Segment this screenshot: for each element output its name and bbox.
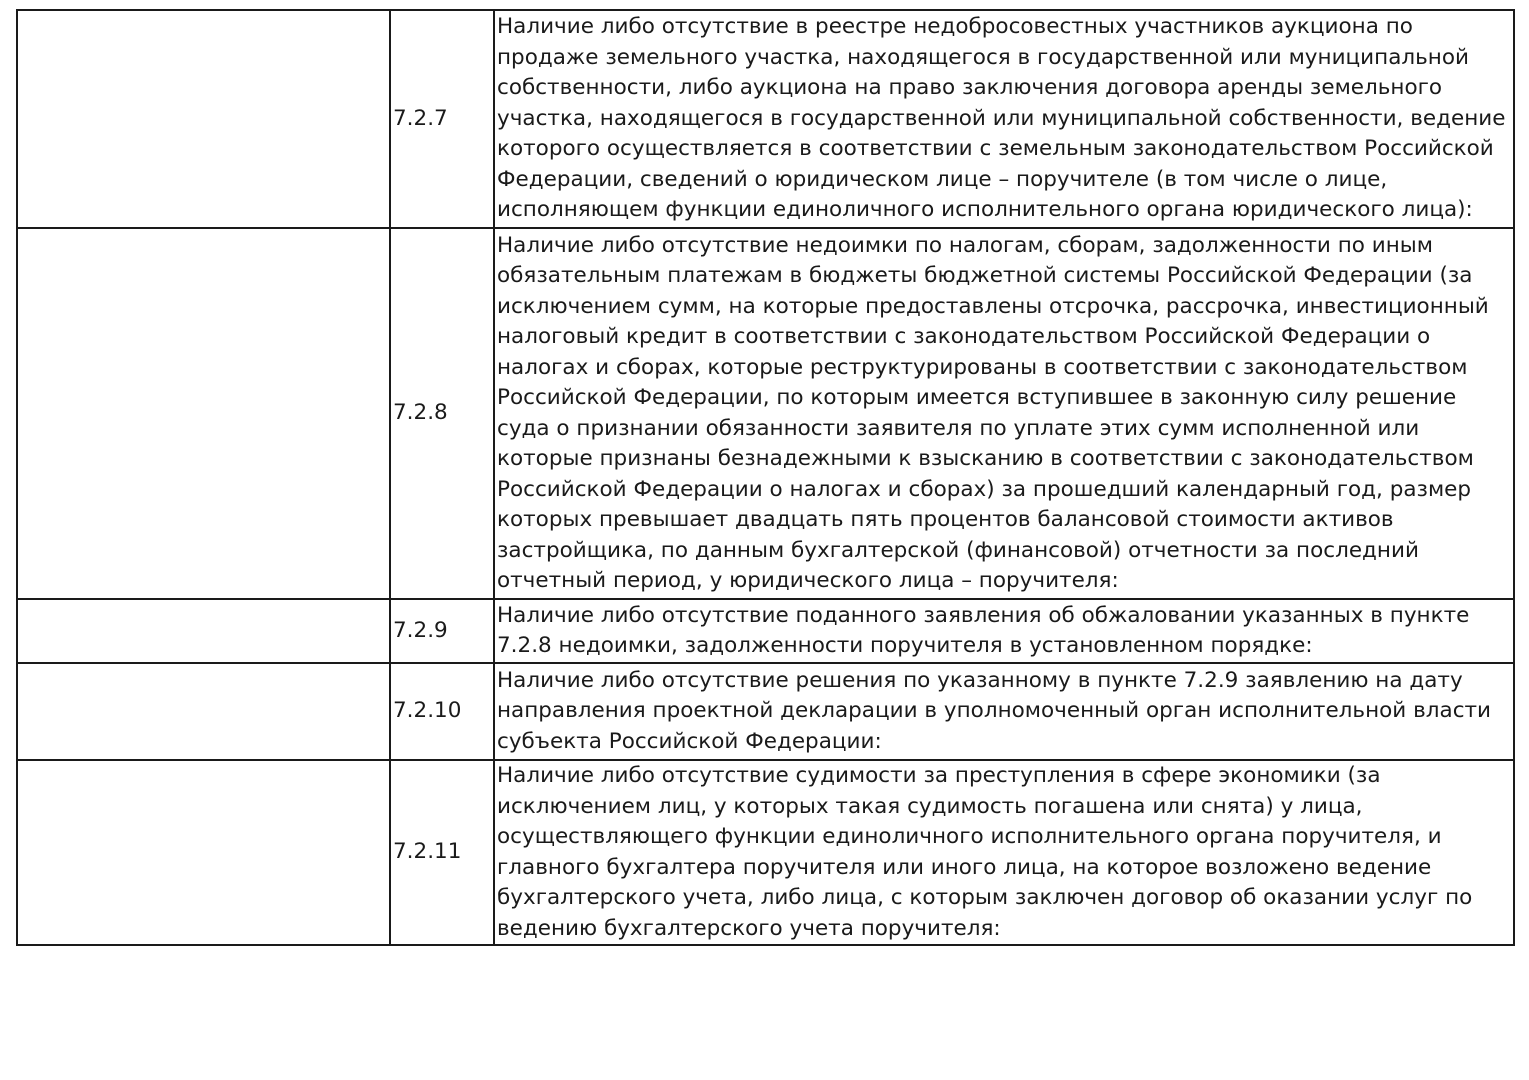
- declaration-table: [16, 9, 1515, 946]
- table-row: [17, 663, 1514, 760]
- table-row: [17, 10, 1514, 228]
- empty-cell: [17, 760, 390, 945]
- item-text: Наличие либо отсутствие поданного заявления об обжаловании указанных в пункте 7.2.8 недоимки, задолженности поручителя в установленном порядке:: [494, 599, 1514, 663]
- empty-cell: [17, 228, 390, 599]
- item-text: Наличие либо отсутствие решения по указанному в пункте 7.2.9 заявлению на дату направления проектной декларации в уполномоченный орган исполнительной власти субъекта Российской Федерации:: [494, 663, 1514, 760]
- empty-cell: [17, 663, 390, 760]
- item-number: 7.2.10: [390, 663, 494, 760]
- item-text: Наличие либо отсутствие в реестре недобросовестных участников аукциона по продаже земельного участка, находящегося в государственной или муниципальной собственности, либо аукциона на право заключения договора аренды земельного участка, находящегося в государственной или муниципальной собственности, ведение которого осуществляется в соответствии с земельным законодательством Российской Федерации, сведений о юридическом лице – поручителе (в том числе о лице, исполняющем функции единоличного исполнительного органа юридического лица):: [494, 10, 1514, 228]
- item-text: Наличие либо отсутствие недоимки по налогам, сборам, задолженности по иным обязательным платежам в бюджеты бюджетной системы Российской Федерации (за исключением сумм, на которые предоставлены отсрочка, рассрочка, инвестиционный налоговый кредит в соответствии с законодательством Российской Федерации о налогах и сборах, которые реструктурированы в соответствии с законодательством Российской Федерации, по которым имеется вступившее в законную силу решение суда о признании обязанности заявителя по уплате этих сумм исполненной или которые признаны безнадежными к взысканию в соответствии с законодательством Российской Федерации о налогах и сборах) за прошедший календарный год, размер которых превышает двадцать пять процентов балансовой стоимости активов застройщика, по данным бухгалтерской (финансовой) отчетности за последний отчетный период, у юридического лица – поручителя:: [494, 228, 1514, 599]
- empty-cell: [17, 10, 390, 228]
- item-number: 7.2.7: [390, 10, 494, 228]
- item-text: Наличие либо отсутствие судимости за преступления в сфере экономики (за исключением лиц, у которых такая судимость погашена или снята) у лица, осуществляющего функции единоличного исполнительного органа поручителя, и главного бухгалтера поручителя или иного лица, на которое возложено ведение бухгалтерского учета, либо лица, с которым заключен договор об оказании услуг по ведению бухгалтерского учета поручителя:: [494, 760, 1514, 945]
- item-number: 7.2.9: [390, 599, 494, 663]
- table-row: [17, 599, 1514, 663]
- item-number: 7.2.11: [390, 760, 494, 945]
- table-row: [17, 760, 1514, 945]
- empty-cell: [17, 599, 390, 663]
- table-row: [17, 228, 1514, 599]
- item-number: 7.2.8: [390, 228, 494, 599]
